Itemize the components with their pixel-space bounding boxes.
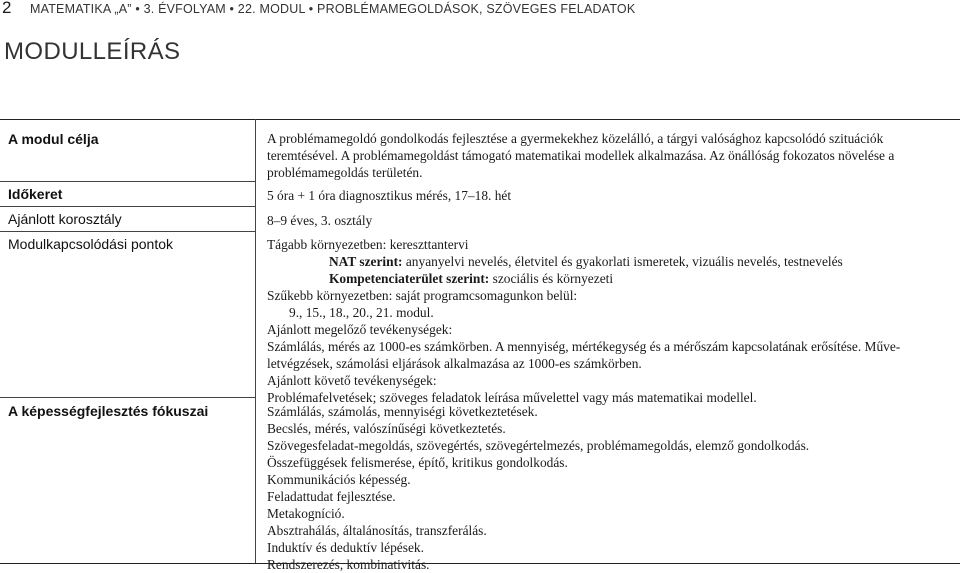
row-separator <box>0 231 255 232</box>
celja-line: teremtésével. A problémamegoldást támogató matematikai modellek alkalmazása. Az önállóság fokozatos növelése a <box>267 148 895 163</box>
fokusz-item: Kommunikációs képesség. <box>267 472 411 487</box>
kapcsolodasi-line: Számlálás, mérés az 1000-es számkörben. A mennyiség, mértékegység és a mérőszám kapcsolatának erősítése. Műve- <box>267 339 901 354</box>
fokusz-item: Becslés, mérés, valószínűségi következtetés. <box>267 421 506 436</box>
fokusz-item: Szövegesfeladat-megoldás, szövegértés, szövegértelmezés, problémamegoldás, elemző gondolkodás. <box>267 438 810 453</box>
nat-text: anyanyelvi nevelés, életvitel és gyakorlati ismeretek, vizuális nevelés, testnevelés <box>402 254 843 269</box>
kapcsolodasi-line: 9., 15., 18., 20., 21. modul. <box>289 305 434 320</box>
page-title: MODULLEÍRÁS <box>4 38 181 65</box>
idokeret-text: 5 óra + 1 óra diagnosztikus mérés, 17–18. hét <box>267 188 512 203</box>
row-label-idokeret: Időkeret <box>8 186 63 202</box>
row-content-modul-celja <box>267 130 957 181</box>
celja-line: A problémamegoldó gondolkodás fejlesztése a gyermekekhez közelálló, a tárgyi valósághoz kapcsolódó szituációk <box>267 131 884 146</box>
kapcsolodasi-line: Ajánlott követő tevékenységek: <box>267 373 437 388</box>
korosztaly-text: 8–9 éves, 3. osztály <box>267 213 373 228</box>
running-header <box>0 0 960 20</box>
running-head-text: MATEMATIKA „A” • 3. ÉVFOLYAM • 22. MODUL • PROBLÉMAMEGOLDÁSOK, SZÖVEGES FELADATOK <box>30 2 636 16</box>
kompetencia-text: szociális és környezeti <box>489 271 614 286</box>
row-label-fokuszai: A képességfejlesztés fókuszai <box>8 403 209 419</box>
row-content-idokeret <box>267 187 957 204</box>
fokusz-item: Metakogníció. <box>267 506 345 521</box>
kapcsolodasi-line: Ajánlott megelőző tevékenységek: <box>267 322 453 337</box>
fokusz-item: Absztrahálás, általánosítás, transzferálás. <box>267 523 487 538</box>
page-number: 2 <box>2 0 12 17</box>
kompetencia-line <box>267 270 957 287</box>
fokusz-item: Induktív és deduktív lépések. <box>267 540 424 555</box>
kapcsolodasi-line: Problémafelvetések; szöveges feladatok leírása művelettel vagy más matematikai modellel. <box>267 390 757 405</box>
fokusz-item: Feladattudat fejlesztése. <box>267 489 396 504</box>
table-bottom-rule <box>0 563 960 564</box>
row-label-korosztaly: Ajánlott korosztály <box>8 211 122 227</box>
nat-label: NAT szerint: <box>329 254 403 269</box>
fokusz-item: Összefüggések felismerése, építő, kritikus gondolkodás. <box>267 455 568 470</box>
kapcsolodasi-line: Szűkebb környezetben: saját programcsomagunkon belül: <box>267 288 578 303</box>
row-label-kapcsolodasi: Modulkapcsolódási pontok <box>8 236 173 252</box>
kapcsolodasi-line: Tágabb környezetben: kereszttantervi <box>267 237 469 252</box>
nat-line <box>267 253 957 270</box>
fokusz-item: Számlálás, számolás, mennyiségi következtetések. <box>267 404 538 419</box>
row-separator <box>0 397 255 398</box>
kapcsolodasi-line: letvégzések, számolási eljárások alkalmazása az 1000-es számkörben. <box>267 356 642 371</box>
row-label-modul-celja: A modul célja <box>8 131 99 147</box>
row-separator <box>0 206 255 207</box>
row-separator <box>0 181 255 182</box>
column-divider <box>255 119 256 563</box>
row-content-kapcsolodasi <box>267 236 957 406</box>
kompetencia-label: Kompetenciaterület szerint: <box>329 271 490 286</box>
fokusz-item: Rendszerezés, kombinativitás. <box>267 557 430 572</box>
row-content-korosztaly <box>267 212 957 229</box>
row-content-fokuszai <box>267 403 957 573</box>
celja-line: problémamegoldás területén. <box>267 165 423 180</box>
table-top-rule <box>0 119 960 120</box>
